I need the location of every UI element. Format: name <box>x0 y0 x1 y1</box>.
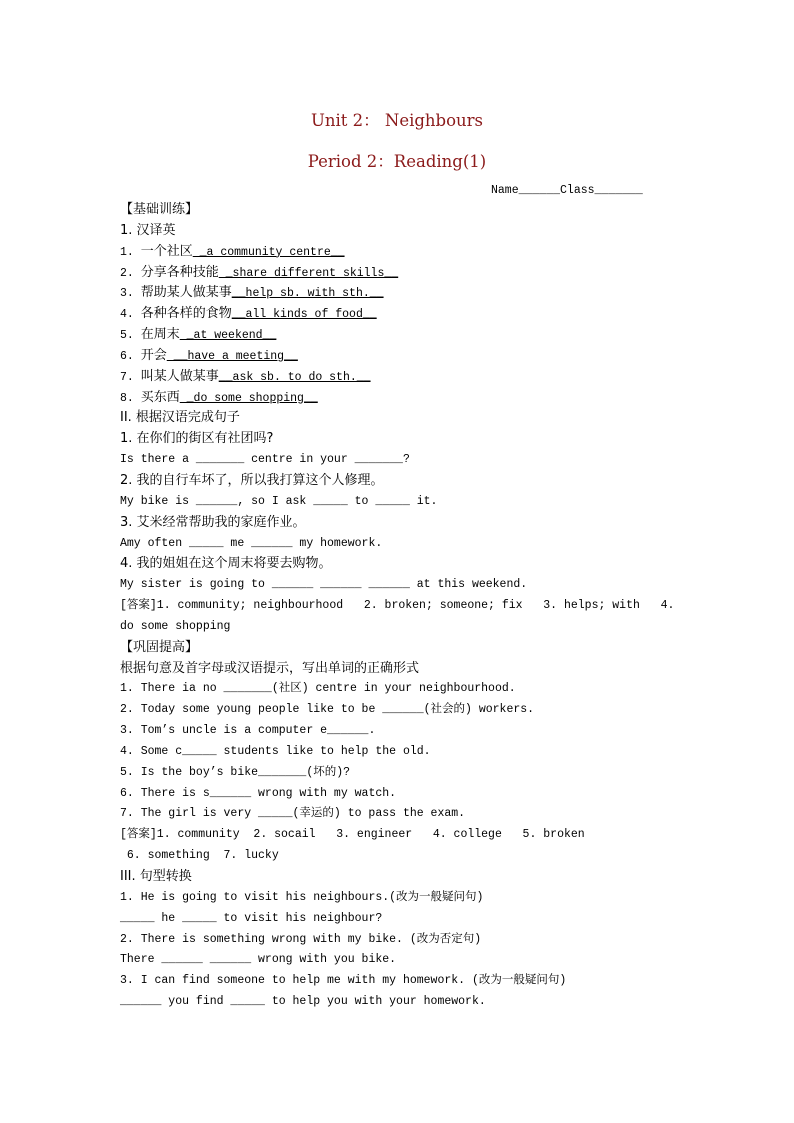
part-title-translate: 1. 汉译英 <box>120 222 176 238</box>
sentence-english: Is there a _______ centre in your _______? <box>120 453 410 467</box>
answer-key: [答案]1. community; neighbourhood 2. broken; someone; fix 3. helps; with 4. <box>120 599 675 613</box>
part-title-transform: III. 句型转换 <box>120 869 192 884</box>
sentence-english: My sister is going to ______ ______ ______ at this weekend. <box>120 578 528 592</box>
transform-line: ______ you find _____ to help you with your homework. <box>120 995 486 1009</box>
vocab-item: 3. 帮助某人做某事__help sb. with sth.__ <box>120 285 384 301</box>
vocab-answer: __help sb. with sth.__ <box>231 287 384 301</box>
sentence-chinese: 4. 我的姐姐在这个周末将要去购物。 <box>120 556 332 572</box>
vocab-answer: _share different skills__ <box>218 266 399 280</box>
vocab-item: 5. 在周末 _at weekend__ <box>120 327 277 343</box>
section-heading-basic: 【基础训练】 <box>120 202 199 217</box>
fill-item: 5. Is the boy’s bike_______(坏的)? <box>120 765 351 779</box>
vocab-answer: _at weekend__ <box>179 329 277 343</box>
sentence-chinese: 3. 艾米经常帮助我的家庭作业。 <box>120 514 306 530</box>
sentence-chinese: 2. 我的自行车坏了，所以我打算这个人修理。 <box>120 472 384 488</box>
answer-key-continued: 6. something 7. lucky <box>120 849 279 863</box>
sentence-chinese: 1. 在你们的街区有社团吗? <box>120 431 274 447</box>
transform-line: There ______ ______ wrong with you bike. <box>120 953 397 967</box>
instruction-text: 根据句意及首字母或汉语提示，写出单词的正确形式 <box>120 660 420 676</box>
vocab-item: 4. 各种各样的食物__all kinds of food__ <box>120 306 377 322</box>
vocab-item: 6. 开会 __have a meeting__ <box>120 347 298 363</box>
sentence-english: Amy often _____ me ______ my homework. <box>120 536 383 550</box>
worksheet-body <box>120 200 680 1013</box>
fill-item: 3. Tom’s uncle is a computer e______. <box>120 724 376 738</box>
transform-line: 2. There is something wrong with my bike. (改为否定句) <box>120 932 482 946</box>
sentence-english: My bike is ______, so I ask _____ to _____ it. <box>120 494 438 508</box>
vocab-answer: _do some shopping__ <box>179 391 318 405</box>
vocab-answer: __all kinds of food__ <box>231 308 377 322</box>
transform-line: 3. I can find someone to help me with my homework. (改为一般疑问句) <box>120 974 567 988</box>
fill-item: 6. There is s______ wrong with my watch. <box>120 786 397 800</box>
vocab-item: 2. 分享各种技能 _share different skills__ <box>120 264 399 280</box>
fill-item: 7. The girl is very _____(幸运的) to pass the exam. <box>120 807 466 821</box>
transform-line: _____ he _____ to visit his neighbour? <box>120 911 383 925</box>
transform-line: 1. He is going to visit his neighbours.(改为一般疑问句) <box>120 890 484 904</box>
section-heading-consolidate: 【巩固提高】 <box>120 639 199 655</box>
vocab-answer: _a community centre__ <box>192 245 345 259</box>
fill-item: 4. Some c_____ students like to help the old. <box>120 744 431 758</box>
fill-item: 2. Today some young people like to be ______(社会的) workers. <box>120 703 535 717</box>
name-class-field: Name______Class_______ <box>491 184 643 197</box>
answer-key-continued: do some shopping <box>120 619 231 633</box>
part-title-complete: II. 根据汉语完成句子 <box>120 410 240 426</box>
vocab-answer: __ask sb. to do sth.__ <box>218 370 371 384</box>
vocab-item: 7. 叫某人做某事__ask sb. to do sth.__ <box>120 368 371 384</box>
page-title: Unit 2： Neighbours <box>310 111 484 130</box>
answer-key: [答案]1. community 2. socail 3. engineer 4. college 5. broken <box>120 828 585 842</box>
vocab-answer: __have a meeting__ <box>166 349 298 363</box>
vocab-item: 8. 买东西 _do some shopping__ <box>120 389 318 405</box>
fill-item: 1. There ia no _______(社区) centre in your neighbourhood. <box>120 682 516 696</box>
page-subtitle: Period 2：Reading(1) <box>307 152 487 171</box>
vocab-item: 1. 一个社区 _a community centre__ <box>120 243 345 259</box>
